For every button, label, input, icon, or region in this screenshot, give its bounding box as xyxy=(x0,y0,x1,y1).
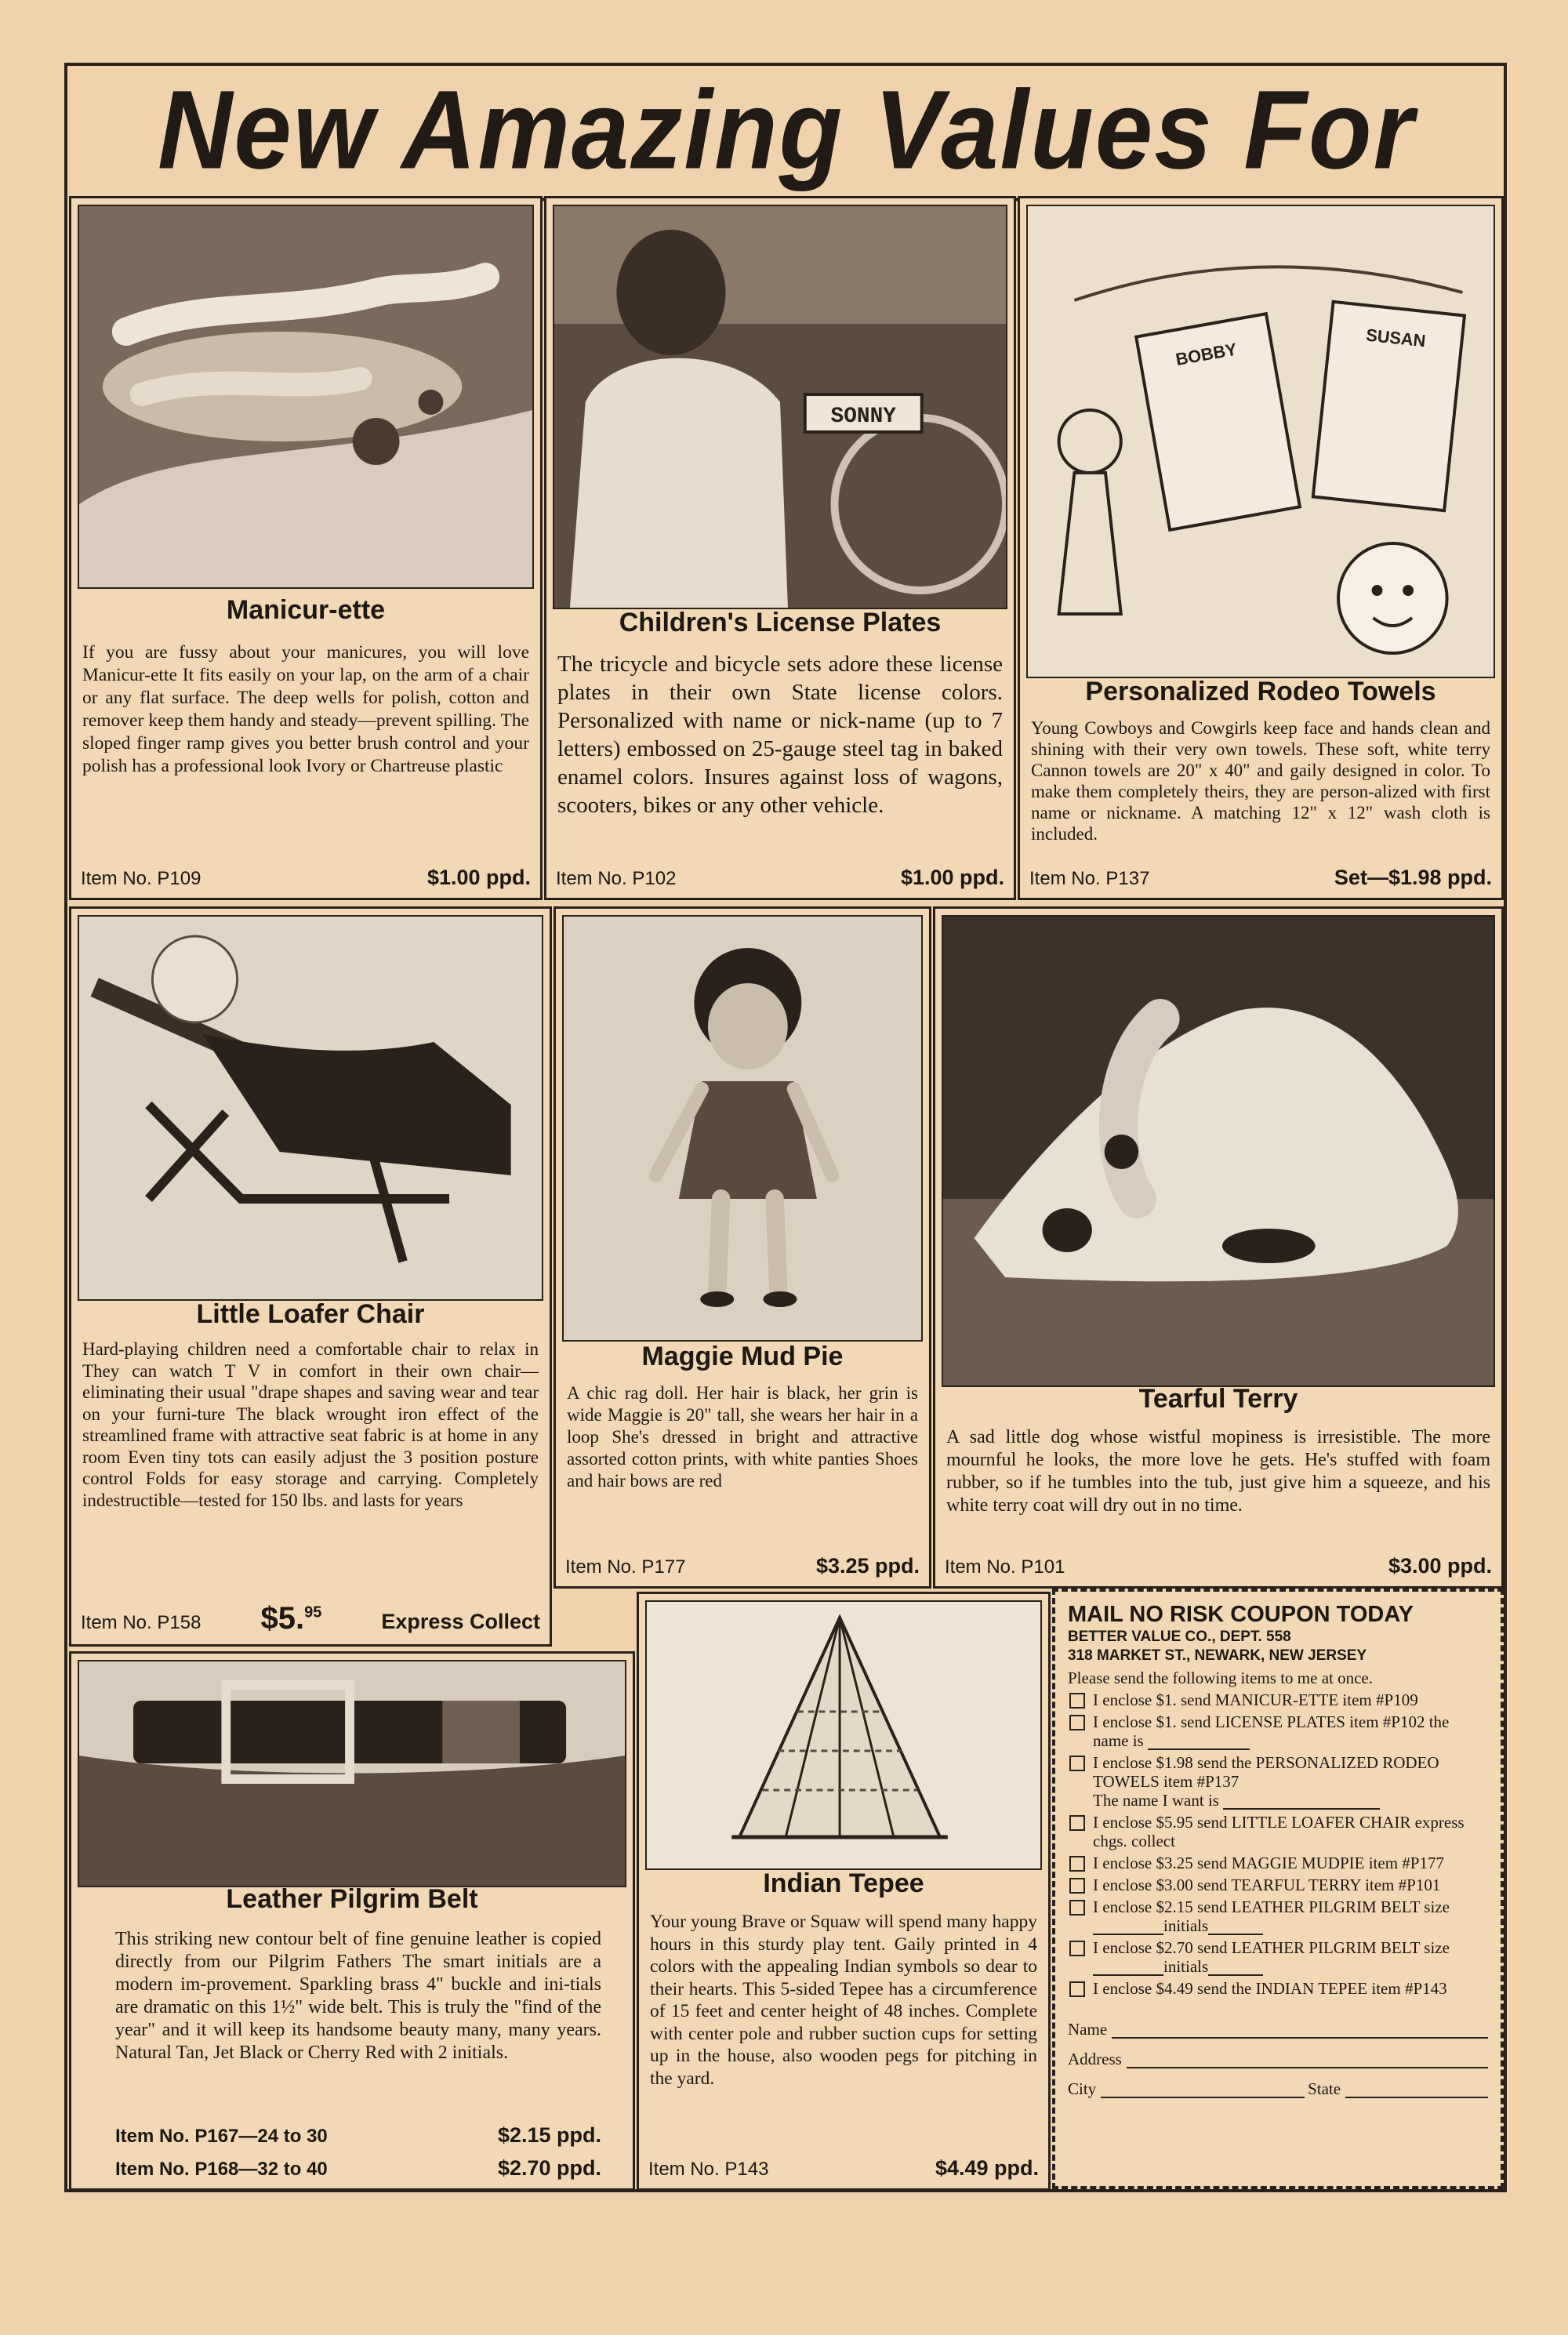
pilgrim-belt-footer-2 xyxy=(115,2156,601,2181)
manicurette-photo xyxy=(78,205,534,589)
loafer-chair-price-dollars: $5. xyxy=(260,1601,305,1636)
initials-label: initials xyxy=(1163,1916,1209,1935)
loafer-chair-price xyxy=(260,1601,321,1636)
rodeo-towels-footer xyxy=(1029,866,1492,890)
panel-loafer-chair xyxy=(69,906,552,1647)
coupon-option-text xyxy=(1093,1712,1488,1750)
plate-name-field[interactable] xyxy=(1148,1734,1250,1750)
city-state-row xyxy=(1068,2079,1488,2098)
state-field[interactable] xyxy=(1345,2083,1488,2098)
address-row xyxy=(1068,2050,1488,2068)
loafer-chair-footer xyxy=(81,1601,540,1636)
loafer-chair-item-number: Item No. P158 xyxy=(81,1612,201,1633)
coupon-option[interactable] xyxy=(1068,1690,1488,1709)
panel-license-plates xyxy=(544,196,1016,900)
rodeo-towels-title: Personalized Rodeo Towels xyxy=(1085,677,1436,706)
coupon-option-label: I enclose $1.98 send the PERSONALIZED RODEO TOWELS item #P137 xyxy=(1093,1753,1439,1791)
panel-maggie-mud-pie xyxy=(554,906,931,1589)
pilgrim-belt-price-1: $2.15 ppd. xyxy=(497,2123,601,2147)
indian-tepee-item-number: Item No. P143 xyxy=(648,2159,769,2180)
pilgrim-belt-footer-1 xyxy=(115,2123,601,2148)
indian-tepee-photo xyxy=(645,1600,1042,1870)
checkbox[interactable] xyxy=(1069,1856,1085,1872)
belt-initials-field[interactable] xyxy=(1208,1960,1263,1976)
coupon-option-text xyxy=(1093,1753,1488,1810)
tearful-terry-price: $3.00 ppd. xyxy=(1388,1554,1492,1578)
pilgrim-belt-photo xyxy=(78,1660,626,1887)
coupon-option-text: I enclose $1. send MANICUR-ETTE item #P109 xyxy=(1093,1690,1418,1709)
towel-name-field[interactable] xyxy=(1223,1794,1380,1810)
manicurette-description: If you are fussy about your manicures, you will love Manicur-ette It fits easily on your lap, on the arm of a chair or any flat surface. The deep wells for polish, cotton and remover keep them handy and steady—prevent spilling. The sloped finger ramp gives you better brush control and your polish has a professional look Ivory or Chartreuse plastic xyxy=(82,642,529,776)
pilgrim-belt-item-number-1: Item No. P167—24 to 30 xyxy=(115,2126,328,2147)
coupon-option[interactable] xyxy=(1068,1938,1488,1976)
license-plates-title: Children's License Plates xyxy=(619,608,942,637)
address-label: Address xyxy=(1068,2050,1122,2068)
loafer-chair-description: Hard-playing children need a comfortable chair to relax in They can watch T V in comfort in their own chair—eliminating their usual "drape shapes and saving wear and tear on your furni-ture The black wrought iron effect of the streamlined frame with attractive seat fabric is at home in any room Even tiny tots can easily adjust the 3 position posture control Folds for easy storage and carrying. Completely indestructible—tested for 150 lbs. and lasts for years xyxy=(82,1339,539,1510)
rodeo-towels-item-number: Item No. P137 xyxy=(1029,868,1150,889)
checkbox[interactable] xyxy=(1069,1756,1085,1771)
coupon-option-text xyxy=(1093,1938,1488,1976)
maggie-mud-pie-title: Maggie Mud Pie xyxy=(641,1342,844,1371)
coupon-address: 318 MARKET ST., NEWARK, NEW JERSEY xyxy=(1068,1647,1367,1664)
license-plate-text: SONNY xyxy=(830,404,896,430)
belt-initials-field[interactable] xyxy=(1208,1919,1263,1935)
checkbox[interactable] xyxy=(1069,1981,1085,1997)
pilgrim-belt-price-2: $2.70 ppd. xyxy=(497,2156,601,2180)
indian-tepee-footer xyxy=(648,2156,1039,2181)
loafer-chair-price-note: Express Collect xyxy=(381,1610,540,1633)
panel-pilgrim-belt xyxy=(69,1651,635,2191)
license-plates-item-number: Item No. P102 xyxy=(556,868,677,889)
panel-tearful-terry xyxy=(933,906,1504,1589)
tearful-terry-title: Tearful Terry xyxy=(1138,1384,1298,1414)
towel-bobby-text: BOBBY xyxy=(1174,339,1239,370)
towel-susan-text: SUSAN xyxy=(1365,325,1427,351)
coupon-option-label: I enclose $2.15 send LEATHER PILGRIM BELT size xyxy=(1093,1897,1450,1916)
coupon-option[interactable] xyxy=(1068,1753,1488,1810)
coupon-option[interactable] xyxy=(1068,1876,1488,1894)
coupon-option[interactable] xyxy=(1068,1813,1488,1850)
order-coupon xyxy=(1052,1589,1504,2189)
coupon-option-label: I enclose $1. send LICENSE PLATES item #P102 the name is xyxy=(1093,1712,1450,1750)
license-plates-description: The tricycle and bicycle sets adore these license plates in their own State license colors. Personalized with name or nick-name (up to 7 letters) embossed on 25-gauge steel tag in baked enamel colors. Insures against loss of wagons, scooters, bikes or any other vehicle. xyxy=(557,652,1003,818)
rodeo-towels-description: Young Cowboys and Cowgirls keep face and hands clean and shining with their very own towels. These soft, white terry Cannon towels are 20" x 40" and gaily designed in color. To make them completely theirs, they are person-alized with first name or nickname. A matching 12" x 12" wash cloth is included. xyxy=(1031,718,1490,844)
license-plates-footer xyxy=(556,866,1004,890)
panel-indian-tepee xyxy=(637,1592,1051,2191)
headline: New Amazing Values For xyxy=(69,62,1504,201)
city-label: City xyxy=(1068,2079,1097,2098)
loafer-chair-title: Little Loafer Chair xyxy=(196,1299,425,1329)
coupon-option-text: I enclose $4.49 send the INDIAN TEPEE item #P143 xyxy=(1093,1979,1447,1998)
rodeo-towels-photo xyxy=(1026,205,1495,678)
coupon-title: MAIL NO RISK COUPON TODAY xyxy=(1068,1602,1414,1627)
city-field[interactable] xyxy=(1101,2083,1305,2098)
checkbox[interactable] xyxy=(1069,1815,1085,1831)
address-field[interactable] xyxy=(1127,2053,1488,2068)
panel-manicurette xyxy=(69,196,543,900)
manicurette-footer xyxy=(81,866,531,890)
loafer-chair-price-cents: 95 xyxy=(304,1603,322,1621)
manicurette-title: Manicur-ette xyxy=(226,595,386,625)
towel-name-label: The name I want is xyxy=(1093,1791,1219,1810)
coupon-option[interactable] xyxy=(1068,1712,1488,1750)
loafer-chair-photo xyxy=(78,915,543,1301)
tearful-terry-description: A sad little dog whose wistful mopiness is irresistible. The more mournful he looks, the more love he gets. He's stuffed with foam rubber, so if he tumbles into the tub, just give him a squeeze, and his white terry coat will dry out in no time. xyxy=(946,1427,1490,1516)
pilgrim-belt-title: Leather Pilgrim Belt xyxy=(226,1884,478,1914)
coupon-option-text: I enclose $3.00 send TEARFUL TERRY item #P101 xyxy=(1093,1876,1441,1894)
checkbox[interactable] xyxy=(1069,1941,1085,1956)
maggie-mud-pie-footer xyxy=(565,1554,920,1578)
maggie-mud-pie-price: $3.25 ppd. xyxy=(815,1554,920,1578)
coupon-option[interactable] xyxy=(1068,1979,1488,1998)
maggie-mud-pie-description: A chic rag doll. Her hair is black, her grin is wide Maggie is 20" tall, she wears her hair in a loop She's dressed in bright and attractive assorted cotton prints, with white panties Shoes and hair bows are red xyxy=(567,1383,918,1491)
license-plates-photo xyxy=(553,205,1007,609)
coupon-option-text xyxy=(1093,1897,1488,1935)
coupon-option-text: I enclose $3.25 send MAGGIE MUDPIE item #P177 xyxy=(1093,1854,1444,1872)
name-row xyxy=(1068,2020,1488,2039)
indian-tepee-description: Your young Brave or Squaw will spend many happy hours in this sturdy play tent. Gaily printed in 4 colors with the appealing Indian symbols so dear to their hearts. This 5-sided Tepee has a circumference of 15 feet and center height of 48 inches. Complete with center pole and rubber suction cups for setting up in the house, also wooden pegs for pitching in the yard. xyxy=(650,1912,1037,2089)
state-label: State xyxy=(1308,2079,1341,2098)
pilgrim-belt-item-number-2: Item No. P168—32 to 40 xyxy=(115,2159,328,2180)
checkbox[interactable] xyxy=(1069,1878,1085,1894)
coupon-option[interactable] xyxy=(1068,1854,1488,1872)
maggie-mud-pie-photo xyxy=(562,915,923,1342)
coupon-option-label: I enclose $2.70 send LEATHER PILGRIM BELT size xyxy=(1093,1938,1450,1957)
indian-tepee-title: Indian Tepee xyxy=(763,1868,924,1898)
initials-label: initials xyxy=(1163,1957,1209,1976)
panel-rodeo-towels xyxy=(1018,196,1504,900)
coupon-company: BETTER VALUE CO., DEPT. 558 xyxy=(1068,1629,1291,1645)
name-field[interactable] xyxy=(1112,2023,1488,2039)
checkbox[interactable] xyxy=(1069,1715,1085,1730)
manicurette-price: $1.00 ppd. xyxy=(426,866,531,889)
tearful-terry-item-number: Item No. P101 xyxy=(945,1556,1065,1578)
indian-tepee-price: $4.49 ppd. xyxy=(935,2156,1039,2180)
belt-size-field[interactable] xyxy=(1093,1919,1163,1935)
checkbox[interactable] xyxy=(1069,1693,1085,1709)
belt-size-field[interactable] xyxy=(1093,1960,1163,1976)
coupon-intro: Please send the following items to me at once. xyxy=(1068,1669,1373,1687)
pilgrim-belt-description: This striking new contour belt of fine genuine leather is copied directly from our Pilgrim Fathers The smart initials are a modern im-provement. Sparkling brass 4" buckle and ini-tials are dramatic on this 1½" wide belt. This is truly the "find of the year" and it will keep its handsome beauty many, many years. Natural Tan, Jet Black or Cherry Red with 2 initials. xyxy=(115,1929,601,2063)
checkbox[interactable] xyxy=(1069,1900,1085,1916)
coupon-option[interactable] xyxy=(1068,1897,1488,1935)
coupon-option-text: I enclose $5.95 send LITTLE LOAFER CHAIR express chgs. collect xyxy=(1093,1813,1465,1850)
rodeo-towels-price: Set—$1.98 ppd. xyxy=(1334,866,1492,889)
name-label: Name xyxy=(1068,2020,1108,2039)
tearful-terry-footer xyxy=(945,1554,1492,1578)
license-plates-price: $1.00 ppd. xyxy=(900,866,1004,889)
maggie-mud-pie-item-number: Item No. P177 xyxy=(565,1556,686,1578)
manicurette-item-number: Item No. P109 xyxy=(81,868,201,889)
tearful-terry-photo xyxy=(942,915,1495,1387)
